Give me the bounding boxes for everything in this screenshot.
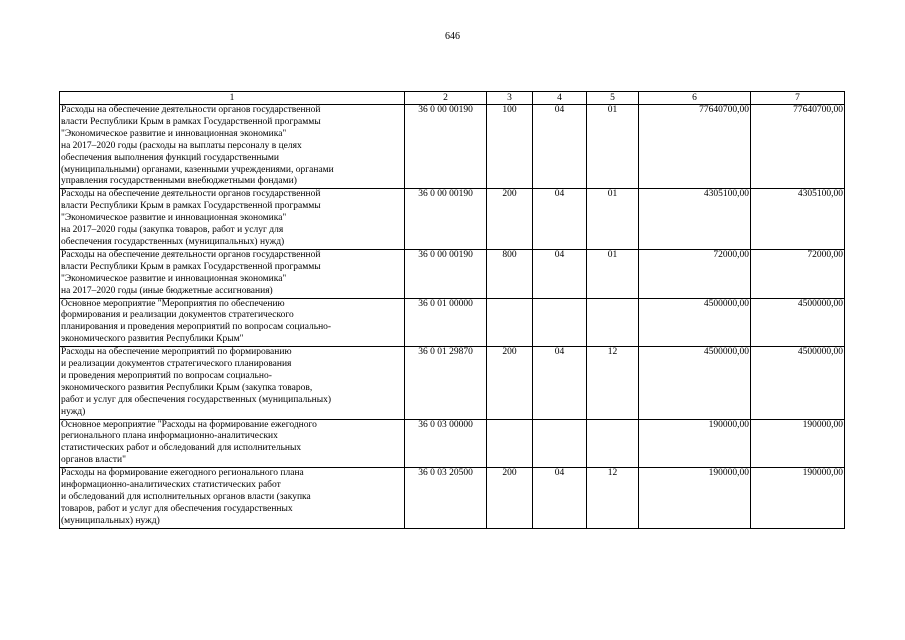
- expense-type-cell: [487, 419, 533, 468]
- expense-type-cell: 100: [487, 105, 533, 189]
- section-cell: 04: [533, 468, 587, 529]
- amount-cell-1: 72000,00: [639, 249, 751, 298]
- description-line: (муниципальных) нужд): [61, 515, 160, 526]
- table-row: [60, 105, 845, 189]
- column-header-1: 1: [60, 92, 405, 105]
- expense-type-cell: 200: [487, 347, 533, 419]
- section-cell: 04: [533, 105, 587, 189]
- target-article-cell: 36 0 01 29870: [405, 347, 487, 419]
- description-line: (муниципальными) органами, казенными учреждениями, органами: [61, 164, 334, 175]
- description-line: экономического развития Республики Крым": [61, 334, 244, 345]
- table-body: [60, 105, 845, 529]
- description-line: формирования и реализации документов стратегического: [61, 310, 294, 321]
- description-cell: [60, 189, 405, 250]
- section-cell: [533, 419, 587, 468]
- amount-cell-1: 190000,00: [639, 419, 751, 468]
- description-line: власти Республики Крым в рамках Государственной программы: [61, 261, 321, 272]
- subsection-cell: 01: [587, 105, 639, 189]
- description-cell: [60, 419, 405, 468]
- description-line: "Экономическое развитие и инновационная экономика": [61, 128, 287, 139]
- description-line: власти Республики Крым в рамках Государственной программы: [61, 201, 321, 212]
- column-header-5: 5: [587, 92, 639, 105]
- description-cell: [60, 347, 405, 419]
- target-article-cell: 36 0 00 00190: [405, 105, 487, 189]
- description-line: экономического развития Республики Крым (закупка товаров,: [61, 382, 313, 393]
- description-line: планирования и проведения мероприятий по вопросам социально-: [61, 322, 332, 333]
- description-line: на 2017–2020 годы (расходы на выплаты персоналу в целях: [61, 140, 302, 151]
- description-line: Расходы на обеспечение мероприятий по формированию: [61, 347, 292, 358]
- amount-cell-1: 4500000,00: [639, 298, 751, 347]
- description-line: на 2017–2020 годы (закупка товаров, работ и услуг для: [61, 225, 284, 236]
- description-line: обеспечения выполнения функций государственными: [61, 152, 279, 163]
- table-row: [60, 468, 845, 529]
- table-row: [60, 347, 845, 419]
- table-row: [60, 249, 845, 298]
- amount-cell-2: 72000,00: [751, 249, 845, 298]
- description-line: Основное мероприятие "Расходы на формирование ежегодного: [61, 419, 317, 430]
- description-line: "Экономическое развитие и инновационная экономика": [61, 213, 287, 224]
- amount-cell-2: 77640700,00: [751, 105, 845, 189]
- subsection-cell: 01: [587, 189, 639, 250]
- subsection-cell: 12: [587, 347, 639, 419]
- page-number: 646: [445, 31, 460, 42]
- target-article-cell: 36 0 03 20500: [405, 468, 487, 529]
- subsection-cell: 01: [587, 249, 639, 298]
- table-row: [60, 419, 845, 468]
- column-header-7: 7: [751, 92, 845, 105]
- description-line: и обследований для исполнительных органов власти (закупка: [61, 492, 311, 502]
- target-article-cell: 36 0 00 00190: [405, 249, 487, 298]
- budget-table: [59, 91, 845, 529]
- table-row: [60, 298, 845, 347]
- subsection-cell: [587, 298, 639, 347]
- description-line: нужд): [61, 406, 86, 417]
- subsection-cell: [587, 419, 639, 468]
- amount-cell-1: 77640700,00: [639, 105, 751, 189]
- description-line: Расходы на обеспечение деятельности органов государственной: [61, 105, 321, 115]
- description-line: на 2017–2020 годы (иные бюджетные ассигнования): [61, 285, 273, 296]
- description-line: и проведения мероприятий по вопросам социально-: [61, 370, 272, 381]
- column-header-3: 3: [487, 92, 533, 105]
- expense-type-cell: 200: [487, 468, 533, 529]
- amount-cell-2: 190000,00: [751, 468, 845, 529]
- description-line: Расходы на обеспечение деятельности органов государственной: [61, 189, 321, 200]
- target-article-cell: 36 0 00 00190: [405, 189, 487, 250]
- amount-cell-1: 4305100,00: [639, 189, 751, 250]
- description-line: статистических работ и обследований для исполнительных: [61, 443, 302, 454]
- expense-type-cell: 200: [487, 189, 533, 250]
- section-cell: 04: [533, 249, 587, 298]
- amount-cell-1: 4500000,00: [639, 347, 751, 419]
- column-header-4: 4: [533, 92, 587, 105]
- description-line: Основное мероприятие "Мероприятия по обеспечению: [61, 298, 285, 309]
- header-row: [60, 92, 845, 105]
- description-line: работ и услуг для обеспечения государственных (муниципальных): [61, 394, 332, 405]
- description-line: Расходы на обеспечение деятельности органов государственной: [61, 249, 321, 260]
- expense-type-cell: [487, 298, 533, 347]
- description-line: товаров, работ и услуг для обеспечения государственных: [61, 503, 293, 514]
- description-line: власти Республики Крым в рамках Государственной программы: [61, 116, 321, 127]
- description-cell: [60, 249, 405, 298]
- section-cell: 04: [533, 189, 587, 250]
- description-cell: [60, 105, 405, 189]
- amount-cell-1: 190000,00: [639, 468, 751, 529]
- description-line: обеспечения государственных (муниципальных) нужд): [61, 236, 285, 247]
- description-line: информационно-аналитических статистических работ: [61, 480, 281, 491]
- amount-cell-2: 4305100,00: [751, 189, 845, 250]
- description-line: Расходы на формирование ежегодного регионального плана: [61, 468, 304, 479]
- description-line: управления государственными внебюджетными фондами): [61, 176, 297, 187]
- description-line: "Экономическое развитие и инновационная экономика": [61, 273, 287, 284]
- description-line: органов власти": [61, 455, 126, 466]
- description-line: регионального плана информационно-аналитических: [61, 431, 278, 442]
- table-row: [60, 189, 845, 250]
- description-cell: [60, 468, 405, 529]
- subsection-cell: 12: [587, 468, 639, 529]
- column-header-2: 2: [405, 92, 487, 105]
- amount-cell-2: 4500000,00: [751, 347, 845, 419]
- description-line: и реализации документов стратегического планирования: [61, 359, 292, 370]
- description-cell: [60, 298, 405, 347]
- section-cell: 04: [533, 347, 587, 419]
- section-cell: [533, 298, 587, 347]
- target-article-cell: 36 0 03 00000: [405, 419, 487, 468]
- column-header-6: 6: [639, 92, 751, 105]
- amount-cell-2: 190000,00: [751, 419, 845, 468]
- target-article-cell: 36 0 01 00000: [405, 298, 487, 347]
- expense-type-cell: 800: [487, 249, 533, 298]
- amount-cell-2: 4500000,00: [751, 298, 845, 347]
